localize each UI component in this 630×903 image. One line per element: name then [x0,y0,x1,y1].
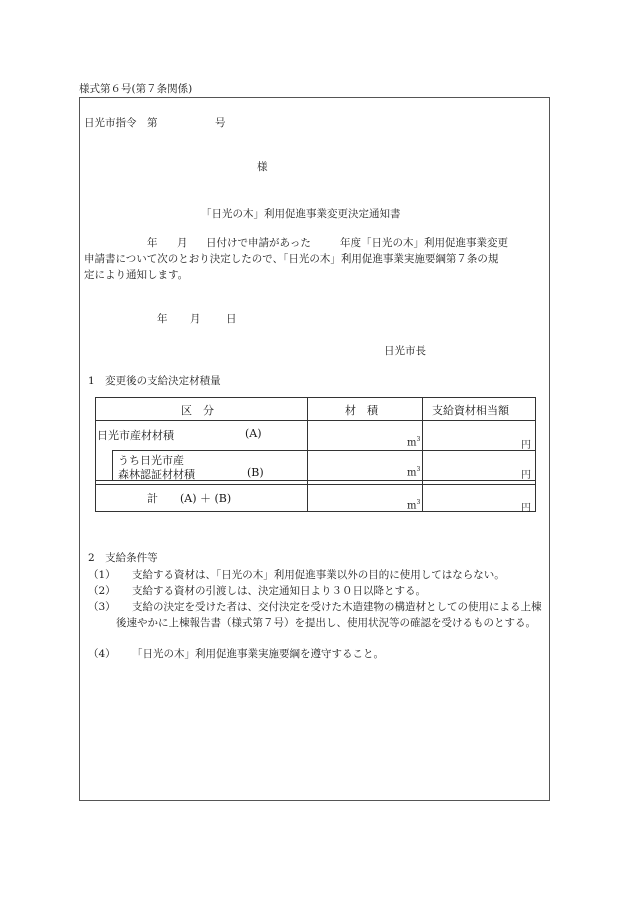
intro-fiscal-year: 年度「日光の木」利用促進事業変更 [340,237,508,249]
header-volume: 材 積 [345,404,378,417]
table-divider [422,397,423,512]
condition-2-number: （2） [88,585,116,597]
table-divider [95,420,536,421]
row-total-volume-unit: $m^3$ [407,499,421,512]
header-category: 区 分 [181,404,214,417]
row-a-tag: (A) [245,427,262,440]
issuer-name: 日光市長 [384,345,426,357]
body-line-3: 定により通知します。 [84,269,189,281]
intro-month: 月 [177,237,188,249]
condition-3-text: 支給の決定を受けた者は、交付決定を受けた木造建物の構造材としての使用による上棟後速やかに上棟報告書（様式第７号）を提出し、使用状況等の確認を受けるものとする。 [116,601,542,629]
header-amount: 支給資材相当額 [432,404,509,417]
row-b-amount-unit: 円 [521,470,531,481]
body-line-2: 申請書について次のとおり決定したので、「日光の木」利用促進事業実施要綱第７条の規 [84,253,499,265]
row-a-label: 日光市産材材積 [97,429,174,442]
row-b-label-line-2: 森林認証材材積 [118,468,195,481]
date-month: 月 [190,313,201,325]
row-b-label-line-1: うち日光市産 [118,454,184,467]
section-1-heading: 1 変更後の支給決定材積量 [88,375,221,387]
table-divider [112,450,113,480]
condition-1-number: （1） [88,569,116,581]
condition-3-number: （3） [88,601,116,613]
row-b-tag: (B) [247,466,264,479]
table-divider [95,484,536,485]
table-divider [307,397,308,512]
date-day: 日 [226,313,237,325]
table-divider [112,450,536,451]
document-title: 「日光の木」利用促進事業変更決定通知書 [201,208,401,220]
condition-4-number: （4） [88,648,116,660]
row-b-volume-unit: $m^3$ [407,466,421,479]
intro-dated: 日付けで申請があった [206,237,311,249]
condition-1-text: 支給する資材は、「日光の木」利用促進事業以外の目的に使用してはならない。 [132,569,505,581]
reference-suffix: 号 [215,117,226,129]
row-total-amount-unit: 円 [521,503,531,514]
condition-2-text: 支給する資材の引渡しは、決定通知日より３０日以降とする。 [132,585,426,597]
reference-prefix: 日光市指令 第 [84,117,158,129]
date-year: 年 [157,313,168,325]
condition-4-text: 「日光の木」利用促進事業実施要綱を遵守すること。 [132,648,384,660]
addressee-honorific: 様 [257,161,268,173]
section-2-heading: 2 支給条件等 [88,552,158,564]
form-label: 様式第６号(第７条関係) [79,83,193,95]
row-a-volume-unit: $m^3$ [407,436,421,449]
row-a-amount-unit: 円 [521,440,531,451]
row-total-label: 計 (A) ＋ (B) [147,492,232,505]
intro-year: 年 [147,237,158,249]
